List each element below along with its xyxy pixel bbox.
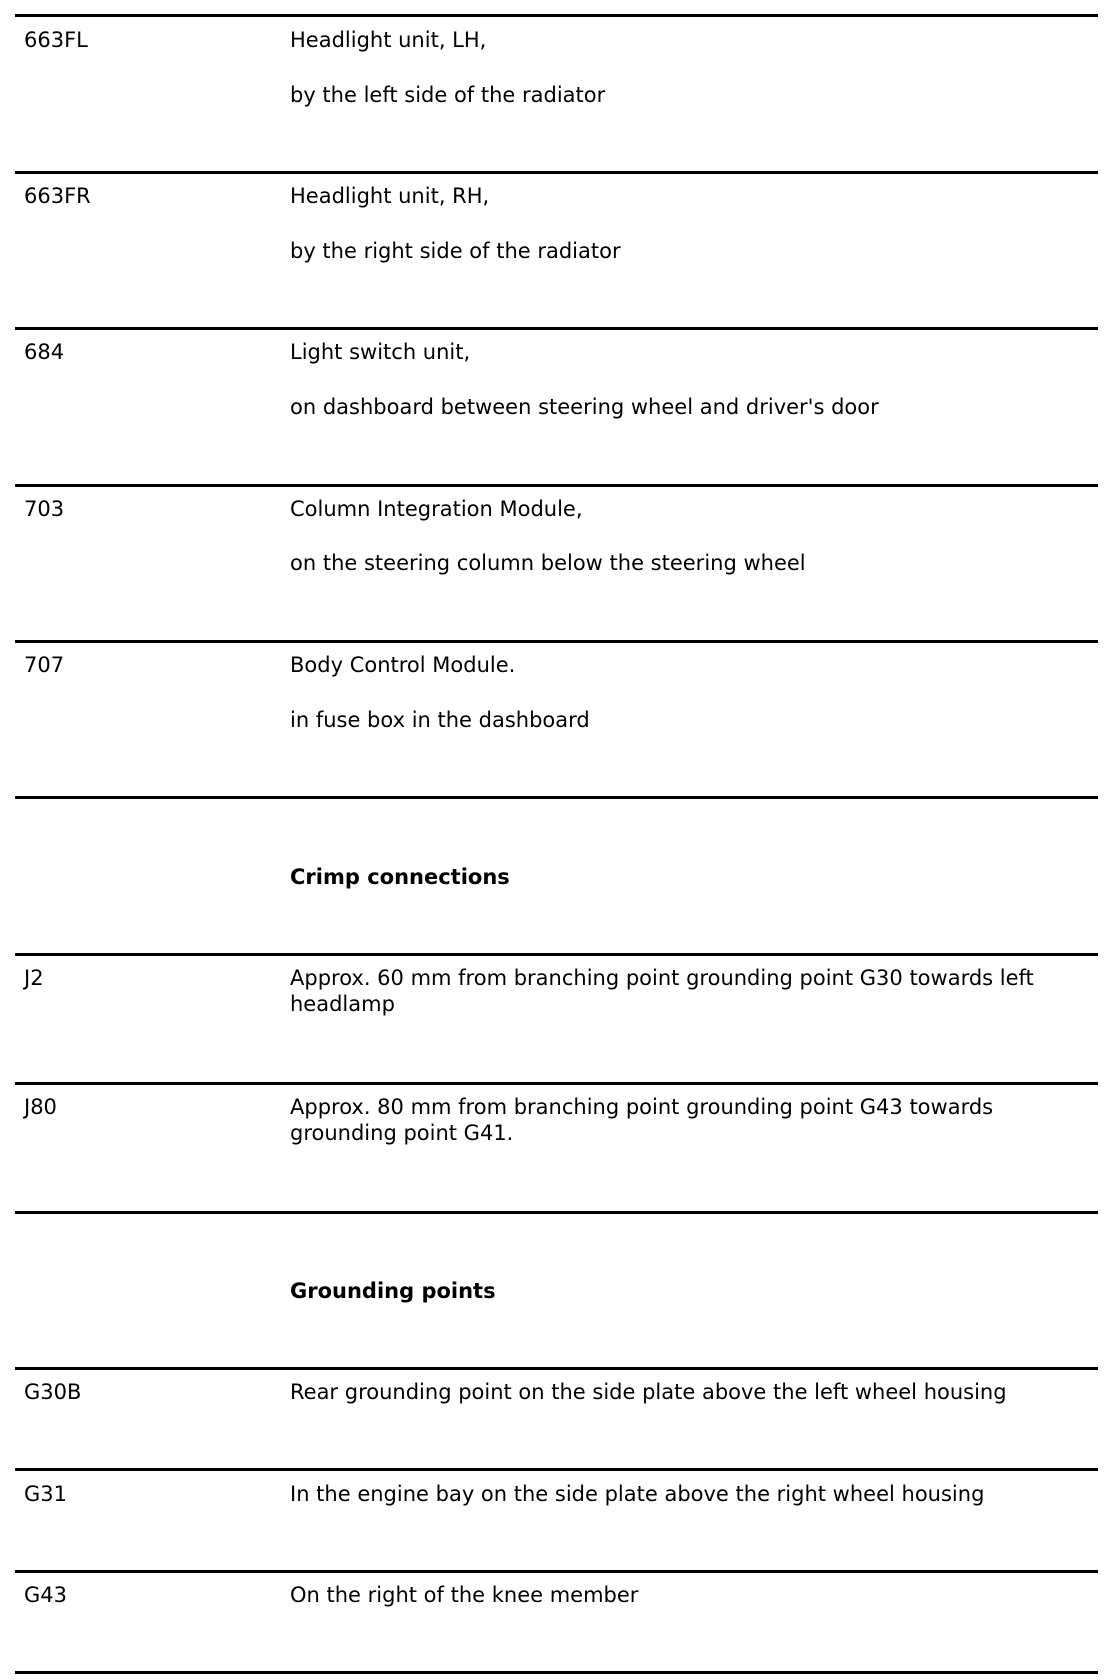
- grounding-description: In the engine bay on the side plate above the right wheel housing: [290, 1482, 985, 1506]
- component-location: on dashboard between steering wheel and driver's door: [290, 395, 879, 419]
- row-divider: [15, 14, 1098, 17]
- row-divider: [15, 1671, 1098, 1674]
- component-name: Headlight unit, LH,: [290, 28, 487, 52]
- component-code: 663FL: [24, 28, 88, 52]
- component-code: 707: [24, 653, 65, 677]
- crimp-code: J80: [24, 1095, 57, 1119]
- grounding-code: G30B: [24, 1380, 82, 1404]
- row-divider: [15, 640, 1098, 643]
- row-divider: [15, 171, 1098, 174]
- row-divider: [15, 484, 1098, 487]
- section-divider: [15, 796, 1098, 799]
- component-name: Headlight unit, RH,: [290, 184, 490, 208]
- component-name: Column Integration Module,: [290, 497, 583, 521]
- grounding-code: G31: [24, 1482, 67, 1506]
- row-divider: [15, 327, 1098, 330]
- component-name: Light switch unit,: [290, 340, 471, 364]
- row-divider: [15, 1367, 1098, 1370]
- component-code: 703: [24, 497, 65, 521]
- crimp-description: Approx. 80 mm from branching point grounding point G43 towards grounding point G41.: [290, 1095, 994, 1145]
- component-location: by the left side of the radiator: [290, 83, 606, 107]
- section-divider: [15, 1211, 1098, 1214]
- component-code: 663FR: [24, 184, 91, 208]
- crimp-code: J2: [24, 966, 44, 990]
- row-divider: [15, 1570, 1098, 1573]
- row-divider: [15, 953, 1098, 956]
- component-location: in fuse box in the dashboard: [290, 708, 590, 732]
- grounding-description: Rear grounding point on the side plate above the left wheel housing: [290, 1380, 1007, 1404]
- row-divider: [15, 1082, 1098, 1085]
- component-location: by the right side of the radiator: [290, 239, 621, 263]
- component-name: Body Control Module.: [290, 653, 516, 677]
- component-location: on the steering column below the steering wheel: [290, 551, 806, 575]
- section-heading-grounding: Grounding points: [290, 1279, 496, 1303]
- grounding-code: G43: [24, 1583, 67, 1607]
- row-divider: [15, 1468, 1098, 1471]
- crimp-description: Approx. 60 mm from branching point grounding point G30 towards left headlamp: [290, 966, 1034, 1016]
- section-heading-crimp: Crimp connections: [290, 865, 510, 889]
- grounding-description: On the right of the knee member: [290, 1583, 639, 1607]
- component-code: 684: [24, 340, 65, 364]
